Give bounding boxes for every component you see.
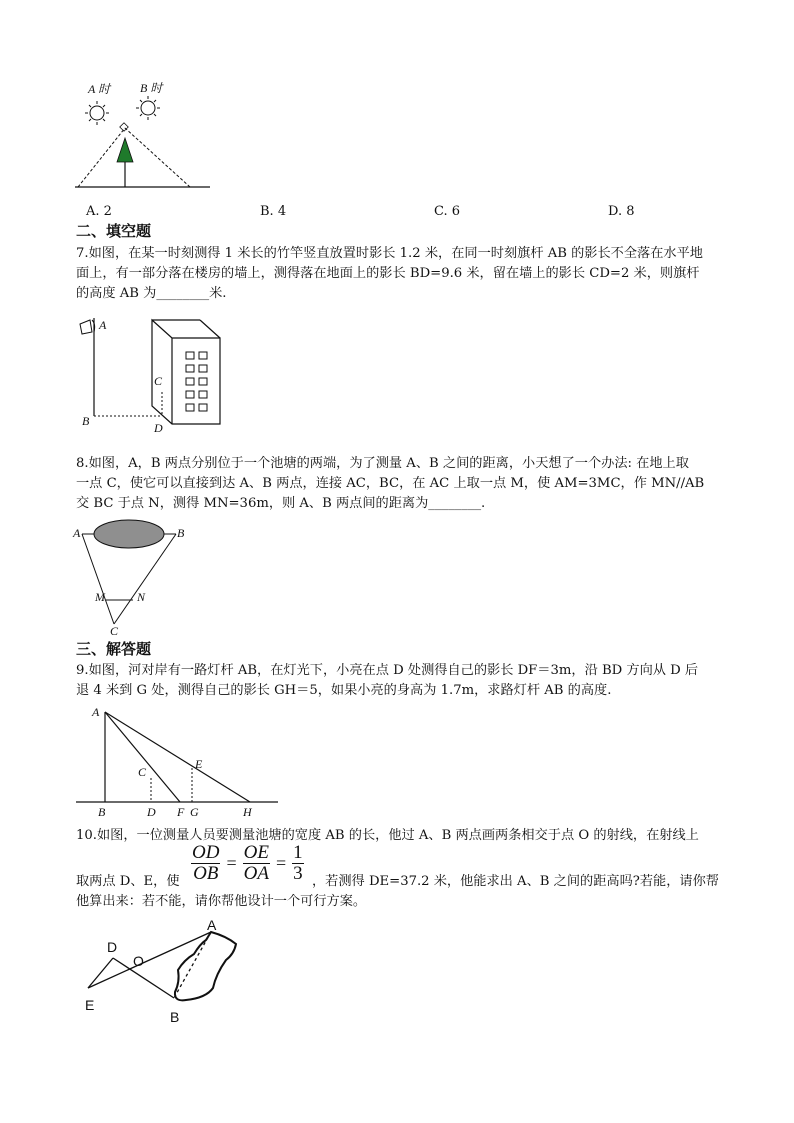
q8-line-3: 交 BC 于点 N，测得 MN=36m，则 A、B 两点间的距离为________. xyxy=(76,496,486,511)
section-fill-in-title: 二、填空题 xyxy=(76,222,152,240)
option-c: C. 6 xyxy=(434,204,461,219)
q7-label-b: B xyxy=(82,414,90,428)
q9-line-2: 退 4 米到 G 处，测得自己的影长 GH＝5，如果小亮的身高为 1.7m，求路灯杆 AB 的高度. xyxy=(76,683,612,698)
q8-label-n: N xyxy=(137,590,146,604)
pond-outline-icon xyxy=(175,932,236,1000)
q7-line-2: 面上，有一部分落在楼房的墙上，测得落在地面上的影长 BD=9.6 米，留在墙上的影长 CD=2 米，则旗杆 xyxy=(76,266,700,281)
option-b: B. 4 xyxy=(260,204,287,219)
q10-ratio-formula: $\frac{OD}{OB}$ = $\frac{OE}{OA}$ = $\frac{1}{3}$ xyxy=(192,842,303,884)
option-d: D. 8 xyxy=(608,204,635,219)
q10-line-2-pre: 取两点 D、E，使 xyxy=(76,874,180,889)
q10-line-2-post: ，若测得 DE=37.2 米，他能求出 A、B 之间的距高吗?若能，请你帮 xyxy=(312,874,719,889)
q9-label-b: B xyxy=(98,805,106,819)
q10-label-o: O xyxy=(133,953,144,969)
sun-b-icon xyxy=(136,96,160,120)
question-10-line-1 xyxy=(76,826,721,846)
q9-label-d: D xyxy=(147,805,156,819)
q9-line-1: 9.如图，河对岸有一路灯杆 AB，在灯光下，小亮在点 D 处测得自己的影长 DF＝3m，沿 BD 方向从 D 后 xyxy=(76,663,699,678)
figure-q9-lamp-shadow xyxy=(72,702,282,820)
q10-line-3: 他算出来：若不能，请你帮他设计一个可行方案。 xyxy=(76,894,367,909)
sun-a-icon xyxy=(85,101,109,125)
question-9-text xyxy=(76,661,721,701)
figure-q7-flagpole-building xyxy=(72,312,237,437)
q7-line-3: 的高度 AB 为________米. xyxy=(76,286,227,301)
fraction-od-ob: $\frac{OD}{OB}$ xyxy=(192,842,220,884)
figure-q6-tree-shadow xyxy=(70,80,220,192)
question-8-text xyxy=(76,454,721,514)
label-b-time: B 时 xyxy=(140,81,163,95)
q8-line-2: 一点 C，使它可以直接到达 A、B 两点，连接 AC，BC，在 AC 上取一点 M，使 AM=3MC，作 MN//AB xyxy=(76,476,705,491)
label-a-time: A 时 xyxy=(88,82,111,96)
q8-label-c: C xyxy=(110,624,119,636)
question-7-text xyxy=(76,244,721,304)
q7-label-c: C xyxy=(154,374,163,388)
q7-label-d: D xyxy=(154,421,163,435)
q9-label-a: A xyxy=(92,705,100,719)
q9-label-e: E xyxy=(195,757,203,771)
q8-label-m: M xyxy=(95,590,105,604)
q9-label-c: C xyxy=(138,765,147,779)
q9-label-g: G xyxy=(190,805,199,819)
figure-q10-pond-rays xyxy=(76,914,246,1026)
fraction-oe-oa: $\frac{OE}{OA}$ xyxy=(243,842,269,884)
q10-label-a: A xyxy=(207,917,217,933)
q9-label-h: H xyxy=(243,805,252,819)
q10-label-d: D xyxy=(107,939,118,955)
q10-label-b: B xyxy=(170,1009,180,1025)
q8-label-a: A xyxy=(73,526,81,540)
section-solve-title: 三、解答题 xyxy=(76,640,152,658)
q7-label-a: A xyxy=(99,318,107,332)
q9-label-f: F xyxy=(177,805,185,819)
q10-label-e: E xyxy=(85,997,95,1013)
option-a: A. 2 xyxy=(86,204,112,219)
q8-label-b: B xyxy=(177,526,185,540)
figure-q8-pond-triangle xyxy=(70,516,190,636)
tree-icon xyxy=(117,138,133,187)
q8-line-1: 8.如图，A，B 两点分别位于一个池塘的两端，为了测量 A、B 之间的距离，小天想了一个办法: 在地上取 xyxy=(76,456,689,471)
fraction-one-third: $\frac{1}{3}$ xyxy=(293,842,303,884)
pond-icon xyxy=(94,520,164,548)
q7-line-1: 7.如图，在某一时刻测得 1 米长的竹竿竖直放置时影长 1.2 米，在同一时刻旗杆 AB 的影长不全落在水平地 xyxy=(76,246,703,261)
q10-line-1: 10.如图，一位测量人员要测量池塘的宽度 AB 的长，他过 A、B 两点画两条相交于点 O 的射线，在射线上 xyxy=(76,828,699,843)
